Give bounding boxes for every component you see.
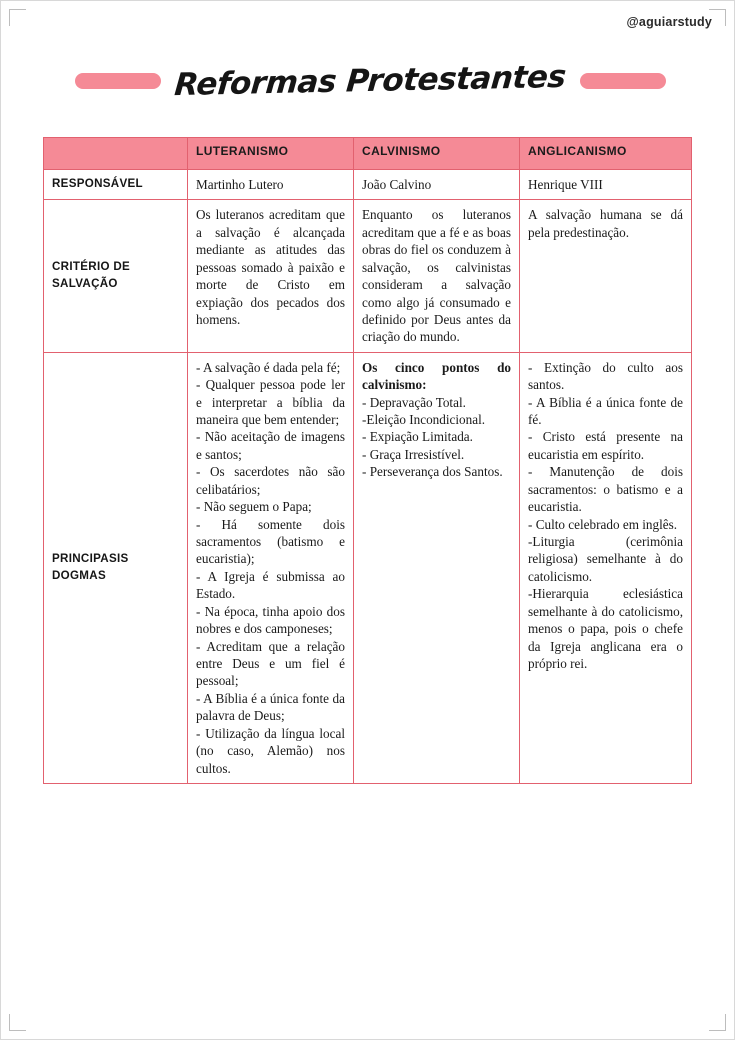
cell-line: João Calvino: [362, 177, 432, 192]
cell-line: -Eleição Incondicional.: [362, 412, 486, 428]
cell-dogmas-anglicanismo: [520, 352, 692, 783]
cell-line: - A Igreja é submissa ao Estado.: [196, 568, 345, 602]
cell-line: - Utilização da língua local (no caso, Alemão) nos cultos.: [196, 725, 345, 776]
cell-line: - A Bíblia é a única fonte da palavra de Deus;: [196, 690, 345, 724]
cell-responsavel-calvinismo: [354, 170, 520, 200]
cell-line: - Os sacerdotes não são celibatários;: [196, 464, 345, 497]
cell-responsavel-anglicanismo: [520, 170, 692, 200]
cell-dogmas-luteranismo: [188, 352, 354, 783]
cell-criterio-luteranismo: [188, 200, 354, 352]
table-row: [44, 352, 692, 783]
corner-mark-bottom-left: [9, 1014, 26, 1031]
corner-mark-top-left: [9, 9, 26, 26]
table-row: [44, 200, 692, 352]
cell-line: - Há somente dois sacramentos (batismo e eucaristia);: [196, 516, 345, 567]
header-cell-corner: [44, 138, 188, 170]
cell-dogmas-calvinismo: [354, 352, 520, 783]
title-row: [1, 51, 734, 111]
cell-line: - Qualquer pessoa pode ler e interpretar a bíblia da maneira que bem entender;: [196, 377, 345, 428]
cell-line: - A Bíblia é a única fonte de fé.: [528, 394, 683, 428]
cell-line: - Cristo está presente na eucaristia em espírito.: [528, 429, 683, 462]
cell-line: -Hierarquia eclesiástica semelhante à do catolicismo, menos o papa, pois o chefe da Igreja anglicana era o próprio rei.: [528, 586, 683, 671]
row-label-principais-dogmas: PRINCIPASIS DOGMAS: [44, 352, 188, 783]
comparison-table: [43, 137, 692, 784]
cell-line: - Culto celebrado em inglês.: [528, 516, 678, 532]
cell-line: - Manutenção de dois sacramentos: o batismo e a eucaristia.: [528, 464, 683, 515]
cell-line: A salvação humana se dá pela predestinação.: [528, 207, 683, 240]
cell-line: - Graça Irresistível.: [362, 446, 465, 462]
header-cell-calvinismo: CALVINISMO: [354, 138, 520, 170]
cell-line: - Depravação Total.: [362, 394, 466, 410]
title-decoration-left: [75, 73, 161, 89]
cell-line: - Não aceitação de imagens e santos;: [196, 429, 345, 462]
header-cell-luteranismo: LUTERANISMO: [188, 138, 354, 170]
cell-line: - Perseverança dos Santos.: [362, 464, 503, 480]
table-header: [44, 138, 692, 170]
cell-line: - Na época, tinha apoio dos nobres e dos camponeses;: [196, 603, 345, 637]
cell-line: - Extinção do culto aos santos.: [528, 359, 683, 393]
row-label-criterio-salvacao: CRITÉRIO DE SALVAÇÃO: [44, 200, 188, 352]
author-handle: @aguiarstudy: [626, 15, 712, 29]
table-body: [44, 170, 692, 784]
cell-line: - Não seguem o Papa;: [196, 499, 312, 515]
header-cell-anglicanismo: ANGLICANISMO: [520, 138, 692, 170]
cell-criterio-anglicanismo: [520, 200, 692, 352]
cell-line: Martinho Lutero: [196, 177, 284, 192]
row-label-responsavel: RESPONSÁVEL: [44, 170, 188, 200]
table-header-row: [44, 138, 692, 170]
table-row: [44, 170, 692, 200]
corner-mark-bottom-right: [709, 1014, 726, 1031]
cell-line: - Acreditam que a relação entre Deus e um fiel é pessoal;: [196, 638, 345, 689]
cell-line: - Expiação Limitada.: [362, 429, 473, 445]
cell-line: -Liturgia (cerimônia religiosa) semelhante à do catolicismo.: [528, 534, 683, 584]
cell-heading: Os cinco pontos do calvinismo:: [362, 359, 511, 393]
cell-line: Enquanto os luteranos acreditam que a fé e as boas obras do fiel os conduzem à salvação, os calvinistas consideram a salvação como algo já consumado e definido por Deus antes da criação do mundo.: [362, 207, 511, 345]
cell-line: - A salvação é dada pela fé;: [196, 359, 341, 375]
cell-line: Os luteranos acreditam que a salvação é alcançada mediante as atitudes das pessoas somado à paixão e morte de Cristo em expiação dos pecados dos homens.: [196, 207, 345, 327]
title-decoration-right: [580, 73, 666, 89]
page-title: Reformas Protestantes: [173, 58, 568, 104]
cell-responsavel-luteranismo: [188, 170, 354, 200]
cell-criterio-calvinismo: [354, 200, 520, 352]
cell-line: Henrique VIII: [528, 177, 603, 192]
